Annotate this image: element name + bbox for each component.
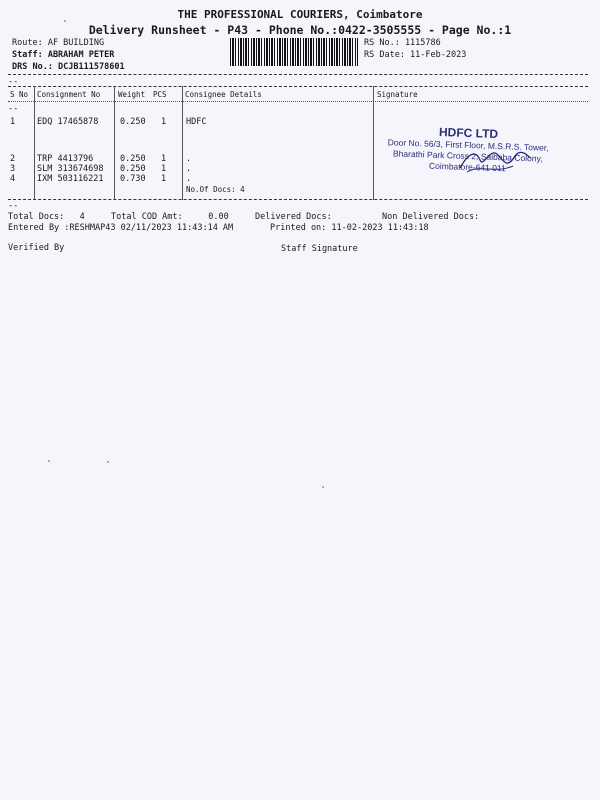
dash-marker: -- (8, 201, 19, 211)
row-pcs: 1 (161, 174, 167, 184)
row-weight: 0.250 (120, 154, 146, 164)
scan-speck (48, 460, 50, 462)
staff-signature-label: Staff Signature (281, 244, 358, 254)
route-text: Route: AF BUILDING (12, 38, 105, 48)
row-consignee: . (186, 154, 192, 164)
col-header-weight: Weight (118, 90, 146, 99)
entered-by: Entered By :RESHMAP43 02/11/2023 11:43:14 AM (8, 223, 234, 233)
runsheet-subtitle: Delivery Runsheet - P43 - Phone No.:0422-3505555 - Page No.:1 (88, 23, 512, 37)
header-rule-top (8, 86, 588, 87)
column-divider (373, 86, 374, 200)
column-divider (182, 86, 183, 200)
barcode (230, 38, 358, 66)
row-consignee: . (186, 164, 192, 174)
col-header-consignment: Consignment No (37, 90, 101, 99)
staff-text: Staff: ABRAHAM PETER (12, 50, 115, 60)
row-sno: 4 (10, 174, 16, 184)
header-rule-bottom (8, 101, 588, 102)
row-consignee: . (186, 174, 192, 184)
row-pcs: 1 (161, 154, 167, 164)
rs-date: RS Date: 11-Feb-2023 (364, 50, 467, 60)
row-consignment: EDQ 17465878 (37, 117, 99, 127)
total-cod-amount: Total COD Amt: 0.00 (111, 212, 229, 222)
non-delivered-docs: Non Delivered Docs: (382, 212, 480, 222)
drs-number: DRS No.: DCJB111578601 (12, 62, 125, 72)
row-pcs: 1 (161, 164, 167, 174)
col-header-pcs: PCS (153, 90, 167, 99)
rs-number: RS No.: 1115786 (364, 38, 441, 48)
col-header-sno: S No (10, 90, 29, 99)
top-rule (8, 74, 588, 75)
row-weight: 0.250 (120, 164, 146, 174)
column-divider (34, 86, 35, 200)
verified-by-label: Verified By (8, 243, 65, 253)
total-docs: Total Docs: 4 (8, 212, 85, 222)
col-header-signature: Signature (377, 90, 418, 99)
column-divider (114, 86, 115, 200)
delivered-docs: Delivered Docs: (255, 212, 332, 222)
row-sno: 2 (10, 154, 16, 164)
row-consignment: TRP 4413796 (37, 154, 94, 164)
row-sno: 1 (10, 117, 16, 127)
row-weight: 0.730 (120, 174, 146, 184)
col-header-consignee: Consignee Details (185, 90, 262, 99)
row-pcs: 1 (161, 117, 167, 127)
scan-speck (322, 486, 324, 488)
scan-speck (107, 461, 109, 463)
dash-marker: -- (8, 104, 19, 114)
dash-marker: -- (8, 77, 19, 87)
stamp-address-line: Door No. 56/3, First Floor, M.S.R.S. Tower, (387, 137, 549, 153)
row-consignment: SLM 313674698 (37, 164, 104, 174)
no-of-docs: No.Of Docs: 4 (186, 185, 245, 194)
row-consignee: HDFC (186, 117, 207, 127)
stamp-title: HDFC LTD (438, 124, 499, 142)
stamp-address-line: Bharathi Park Cross 2, Saibaba Colony, (392, 148, 543, 164)
printed-on: Printed on: 11-02-2023 11:43:18 (270, 223, 429, 233)
row-consignment: IXM 503116221 (37, 174, 104, 184)
scan-speck (64, 20, 66, 22)
row-sno: 3 (10, 164, 16, 174)
table-bottom-rule (8, 199, 588, 200)
row-weight: 0.250 (120, 117, 146, 127)
company-title: THE PROFESSIONAL COURIERS, Coimbatore (177, 8, 423, 21)
signature-scribble (455, 140, 535, 180)
stamp-address-line: Coimbatore-641 011 (428, 160, 506, 174)
